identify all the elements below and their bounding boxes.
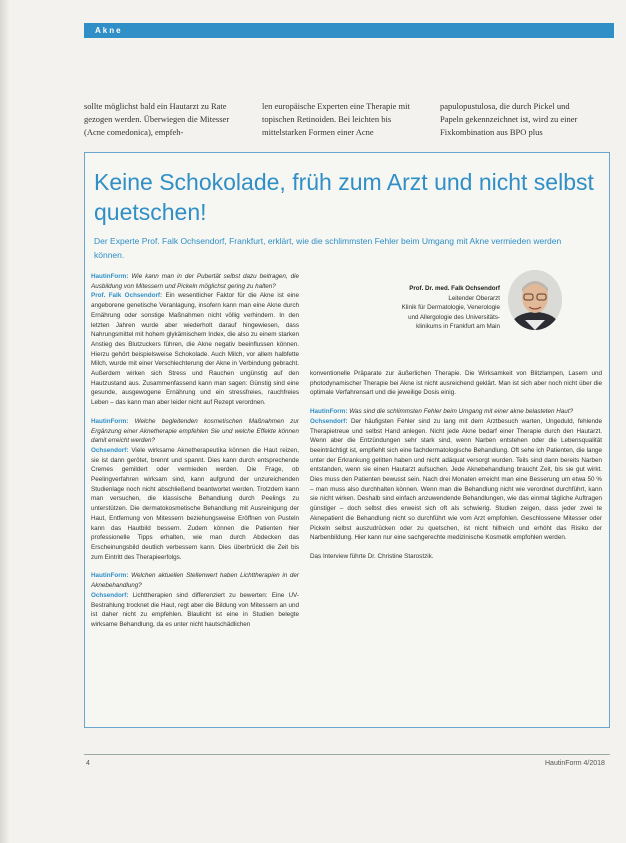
answer-continuation: konventionelle Präparate zur äußerlichen Therapie. Die Wirksamkeit von Blitzlampen, Lasern und photodynamischer Therapie bei Akne ist nicht ausreichend geklärt. Man ist sich aber noch nicht über die optimale Verfahrensart und die jeweilige Dosis einig. <box>310 370 602 397</box>
question-text: Welchen aktuellen Stellenwert haben Lichttherapien in der Aknebehandlung? <box>91 572 300 590</box>
qa-block <box>91 571 299 629</box>
qa-block <box>310 407 602 543</box>
portrait-illustration <box>508 270 562 330</box>
page-number: 4 <box>86 760 90 767</box>
portrait-photo <box>508 270 562 330</box>
caption-line: klinikums in Frankfurt am Main <box>416 323 500 330</box>
interview-right-column <box>310 369 602 571</box>
question-text: Was sind die schlimmsten Fehler beim Umgang mit einer akne belasteten Haut? <box>349 408 574 416</box>
caption-name: Prof. Dr. med. Falk Ochsendorf <box>409 285 500 292</box>
answer-text: Viele wirksame Aknetherapeutika können die Haut reizen, sie ist dann gerötet, brennt und spannt. Dies kann durch entsprechende Cremes gemildert oder vermieden werden. Die Frage, ob Peelingverfahren wirksam sind, kann aufgrund der unzureichenden Studienlage noch nicht abschließend beantwortet werden. Trotzdem kann man versuchen, die klassische Behandlung durch Peelings zu unterstützen. Die dermatokosmetische Behandlung mit Ausreinigung der Haut, Entfernung von Mitessern beziehungsweise Eröffnen von Pusteln kann das Hautbild bessern. Zudem können die Patienten hier professionelle Tipps erhalten, wie man durch Abdecken das Erscheinungsbild deutlich verbessern kann. Dies überbrückt die Zeit bis zum Eintritt des Therapieerfolgs. <box>91 446 300 561</box>
question-label: HautinForm: <box>91 417 129 425</box>
answer-label: Prof. Falk Ochsendorf: <box>91 292 163 300</box>
caption-line: Leitender Oberarzt <box>448 294 500 302</box>
qa-block <box>91 272 299 408</box>
article-headline: Keine Schokolade, früh zum Arzt und nicht selbst quetschen! <box>94 169 594 225</box>
intro-column-2: len europäische Experten eine Therapie mit topischen Retinoiden. Bei leichten bis mittelstarken Formen einer Acne <box>262 101 410 137</box>
intro-column-3: papulopustulosa, die durch Pickel und Papeln gekennzeichnet ist, wird zu einer Fixkombination aus BPO plus <box>440 101 578 137</box>
portrait-caption <box>320 284 500 332</box>
answer-text: Der häufigsten Fehler sind zu lang mit dem Arztbesuch warten, Ungeduld, fehlende Therapietreue und selbst Hand anlegen. Nicht jede Akne bedarf einer Therapie durch den Hautarzt. Wenn aber die Entzündungen sehr stark sind, wenn Narben entstehen oder die Lebensqualität beeinträchtigt ist, empfiehlt sich eine fachdermatologische Behandlung. Oft sehe ich Patienten, die lange unter der Erkrankung gelitten haben und nicht adäquat versorgt wurden. Teils sind dann bereits Narben entstanden, wenn sie einen Hautarzt aufsuchen. Jede Aknebehandlung braucht Zeit, bis sie gut wirkt. Dies muss den Patienten bewusst sein. Nach drei Monaten erreicht man eine Besserung um etwa 50 % – man muss also durchhalten können. Wenn man die Behandlung nicht wie verordnet durchführt, kann sie nicht wirken. Deshalb sind einfach anzuwendende Behandlungen, wie das einmal tägliche Auftragen günstiger – doch selbst dies erweist sich oft als schwierig. Studien zeigen, dass jeder zwei te Aknepatient die Behandlung nicht so durchführt wie vom Arzt empfohlen. Geschlossene Mitesser oder Pickeln selbst auszudrücken oder zu quetschen, ist nicht hilfreich und erhöht das Risiko der Narbenbildung. Hier kann nur eine sachgerechte medizinische Kosmetik empfohlen werden. <box>310 417 603 542</box>
page-gutter-shadow <box>0 0 10 843</box>
intro-column-1: sollte möglichst bald ein Hautarzt zu Rate gezogen werden. Überwiegen die Mitesser (Acne comedonica), empfeh- <box>84 101 230 137</box>
question-label: HautinForm: <box>91 572 129 580</box>
answer-text: Lichttherapien sind differenziert zu bewerten: Eine UV-Bestrahlung trocknet die Haut, regt aber die Bildung von Mitessern an und ist daher nicht zu empfehlen. Blaulicht ist eine in Studien belegte wirksame Behandlung, da es unter nicht hautschädlichen <box>91 591 300 628</box>
qa-block <box>91 417 299 563</box>
question-text: Welche begleitenden kosmetischen Maßnahmen zur Ergänzung einer Aknetherapie empfehlen Sie und welche Effekte können damit erreicht werden? <box>91 417 299 445</box>
section-header-bar <box>84 23 614 38</box>
question-label: HautinForm: <box>310 408 348 416</box>
interview-credit: Das Interview führte Dr. Christine Starostzik. <box>310 552 434 560</box>
question-text: Wie kann man in der Pubertät selbst dazu beitragen, die Ausbildung von Mitessern und Pickeln möglichst gering zu halten? <box>91 273 300 290</box>
article-lead: Der Experte Prof. Falk Ochsendorf, Frankfurt, erklärt, wie die schlimmsten Fehler beim Umgang mit Akne vermieden werden können. <box>94 236 562 260</box>
answer-text: Ein wesentlicher Faktor für die Akne ist eine angeborene genetische Veranlagung, insofern kann man eine Akne durch Ernährung oder sonstige Maßnahmen nicht völlig verhindern. In den letzten Jahren wurde aber wiederholt darauf hingewiesen, dass Nahrungsmittel mit hohem glykämischem Index, die also zu einem starken Anstieg des Blutzuckers führen, die Akne negativ beeinflussen können. Hierzu gehört beispielsweise Schokolade. Auch Milch, vor allem halbfette Milch, wurde mit einer Verschlechterung der Akne in Verbindung gebracht. Außerdem wirken sich Stress und Rauchen ungünstig auf den Hautzustand aus. Zusammenfassend kann man sagen: Günstig sind eine gesunde, ausgewogene Ernährung und ein stressfreies, rauchfreies Leben – das kann man aber leider nicht auf Rezept verordnen. <box>91 292 299 407</box>
answer-label: Ochsendorf: <box>91 446 129 454</box>
footer-rule <box>84 754 610 755</box>
publication-name: HautinForm 4/2018 <box>545 760 605 767</box>
answer-label: Ochsendorf: <box>91 591 129 599</box>
caption-line: Klinik für Dermatologie, Venerologie <box>401 304 500 311</box>
section-label: Akne <box>95 26 123 35</box>
interview-left-column <box>91 272 299 639</box>
caption-line: und Allergologie des Universitäts- <box>408 313 500 321</box>
answer-label: Ochsendorf: <box>310 417 348 425</box>
question-label: HautinForm: <box>91 273 129 280</box>
intro-columns <box>84 100 614 140</box>
